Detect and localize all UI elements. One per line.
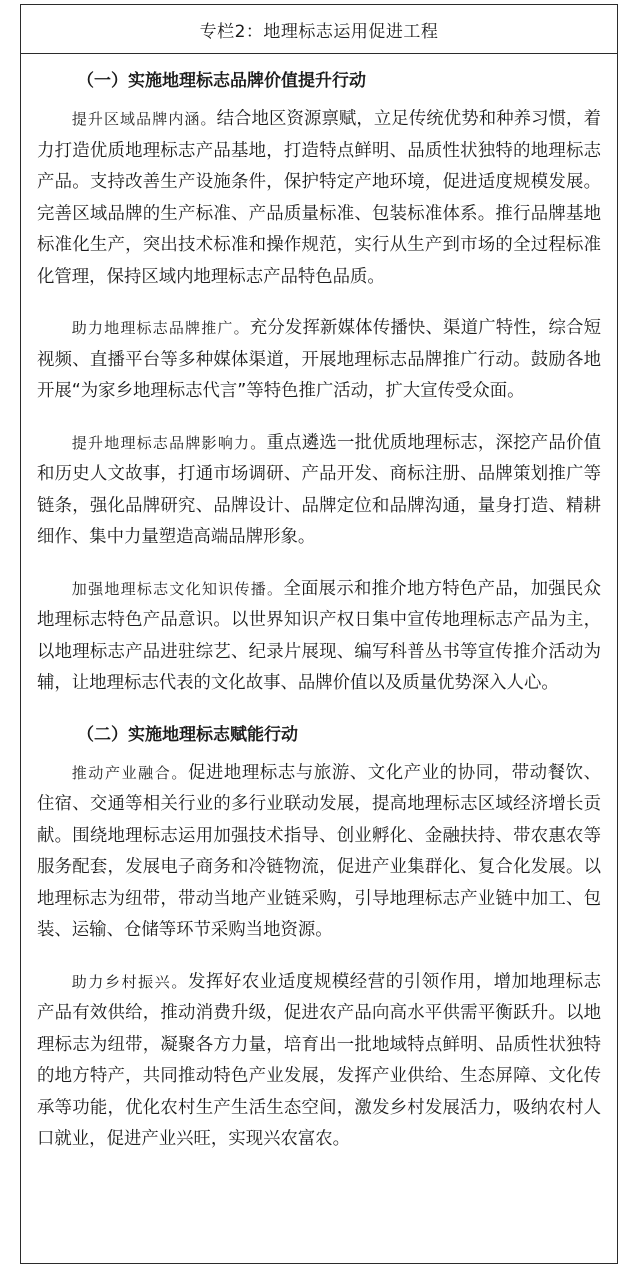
box-title: 专栏2：地理标志运用促进工程 <box>21 5 617 54</box>
paragraph-lead: 提升地理标志品牌影响力。 <box>71 433 267 452</box>
paragraph <box>37 313 601 408</box>
paragraph <box>37 758 601 947</box>
paragraph-body: 充分发挥新媒体传播快、渠道广特性，综合短视频、直播平台等多种媒体渠道，开展地理标志品牌推广行动。鼓励各地开展“为家乡地理标志代言”等特色推广活动，扩大宣传受众面。 <box>37 318 601 401</box>
section-heading-1: （一）实施地理标志品牌价值提升行动 <box>77 71 366 91</box>
paragraph <box>37 428 601 554</box>
paragraph-lead: 助力乡村振兴。 <box>71 972 188 991</box>
paragraph <box>37 574 601 700</box>
paragraph-lead: 提升区域品牌内涵。 <box>71 110 217 128</box>
paragraph-lead: 推动产业融合。 <box>71 763 188 782</box>
column-box <box>20 4 618 1264</box>
paragraph-body: 促进地理标志与旅游、文化产业的协同，带动餐饮、住宿、交通等相关行业的多行业联动发展，提高地理标志区域经济增长贡献。围绕地理标志运用加强技术指导、创业孵化、金融扶持、带农惠农等服务配套，发展电子商务和冷链物流，促进产业集群化、复合化发展。以地理标志为纽带，带动当地产业链采购，引导地理标志产业链中加工、包装、运输、仓储等环节采购当地资源。 <box>37 762 601 940</box>
paragraph <box>37 104 601 293</box>
paragraph-lead: 加强地理标志文化知识传播。 <box>71 579 284 598</box>
paragraph <box>37 967 601 1156</box>
paragraph-body: 重点遴选一批优质地理标志，深挖产品价值和历史人文故事，打通市场调研、产品开发、商标注册、品牌策划推广等链条，强化品牌研究、品牌设计、品牌定位和品牌沟通，量身打造、精耕细作、集中力量塑造高端品牌形象。 <box>37 432 601 547</box>
box-content <box>21 54 617 1156</box>
paragraph-lead: 助力地理标志品牌推广。 <box>71 319 250 337</box>
paragraph-body: 结合地区资源禀赋，立足传统优势和种养习惯，着力打造优质地理标志产品基地，打造特点鲜明、品质性状独特的地理标志产品。支持改善生产设施条件，保护特定产地环境，促进适度规模发展。完善区域品牌的生产标准、产品质量标准、包装标准体系。推行品牌基地标准化生产，突出技术标准和操作规范，实行从生产到市场的全过程标准化管理，保持区域内地理标志产品特色品质。 <box>37 109 601 287</box>
paragraph-body: 全面展示和推介地方特色产品，加强民众地理标志特色产品意识。以世界知识产权日集中宣传地理标志产品为主，以地理标志产品进驻综艺、纪录片展现、编写科普丛书等宣传推介活动为辅，让地理标志代表的文化故事、品牌价值以及质量优势深入人心。 <box>37 578 601 693</box>
paragraph-body: 发挥好农业适度规模经营的引领作用，增加地理标志产品有效供给，推动消费升级，促进农产品向高水平供需平衡跃升。以地理标志为纽带，凝聚各方力量，培育出一批地域特点鲜明、品质性状独特的地方特产，共同推动特色产业发展，发挥产业供给、生态屏障、文化传承等功能，优化农村生产生活生态空间，激发乡村发展活力，吸纳农村人口就业，促进产业兴旺，实现兴农富农。 <box>37 971 601 1149</box>
section-heading-2: （二）实施地理标志赋能行动 <box>77 724 298 745</box>
